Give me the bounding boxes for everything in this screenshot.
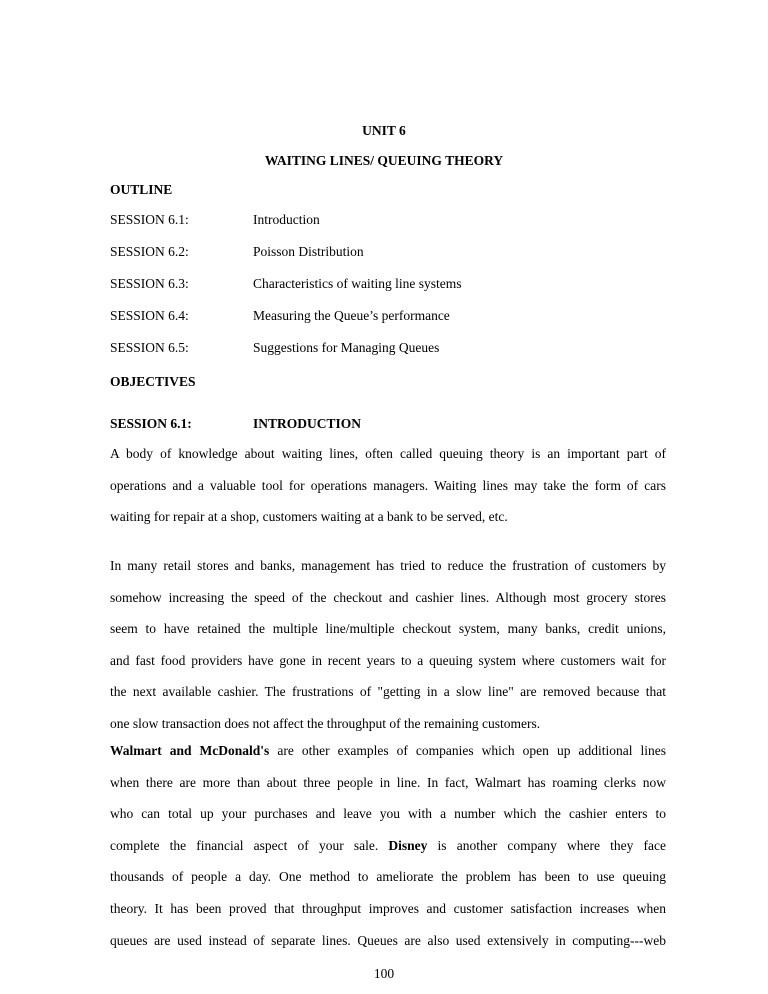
text: are other examples of companies which open up additional lines — [269, 743, 666, 758]
bold-company: Disney — [388, 837, 428, 853]
outline-heading: OUTLINE — [110, 182, 173, 197]
outline-topic: Suggestions for Managing Queues — [253, 340, 440, 355]
outline-topic: Poisson Distribution — [253, 244, 364, 259]
text-line: theory. It has been proved that throughput improves and customer satisfaction increases when — [110, 900, 666, 916]
text-line: A body of knowledge about waiting lines, often called queuing theory is an important part of — [110, 446, 666, 461]
text-line: when there are more than about three people in line. In fact, Walmart has roaming clerks now — [110, 774, 666, 790]
text-line: who can total up your purchases and leave you with a number which the cashier enters to — [110, 806, 666, 822]
text-line: thousands of people a day. One method to ameliorate the problem has been to use queuing — [110, 869, 666, 885]
paragraph-2 — [110, 550, 666, 740]
text: is another company where they face — [427, 837, 666, 853]
paragraph-3 — [110, 735, 666, 956]
objectives-heading: OBJECTIVES — [110, 374, 196, 389]
section-title: INTRODUCTION — [253, 416, 362, 431]
text-line: and fast food providers have gone in recent years to a queuing system where customers wait for — [110, 652, 666, 668]
text-line — [110, 830, 666, 862]
unit-title: WAITING LINES/ QUEUING THEORY — [264, 153, 504, 168]
outline-session: SESSION 6.1: — [110, 212, 189, 227]
outline-session: SESSION 6.5: — [110, 340, 189, 355]
outline-session: SESSION 6.4: — [110, 308, 189, 323]
text-line: queues are used instead of separate lines. Queues are also used extensively in computing---web — [110, 932, 666, 948]
outline-session: SESSION 6.3: — [110, 276, 189, 291]
outline-topic: Characteristics of waiting line systems — [253, 276, 462, 291]
text-line: In many retail stores and banks, management has tried to reduce the frustration of customers by — [110, 558, 666, 573]
unit-heading: UNIT 6 — [362, 123, 406, 138]
text-line: waiting for repair at a shop, customers waiting at a bank to be served, etc. — [110, 509, 508, 525]
text-line: the next available cashier. The frustrations of "getting in a slow line" are removed because that — [110, 684, 666, 700]
paragraph-1 — [110, 438, 666, 533]
section-number: SESSION 6.1: — [110, 416, 192, 431]
text: complete the financial aspect of your sale. — [110, 837, 389, 853]
text-line: somehow increasing the speed of the checkout and cashier lines. Although most grocery stores — [110, 589, 666, 605]
outline-session: SESSION 6.2: — [110, 244, 189, 259]
text-line: seem to have retained the multiple line/multiple checkout system, many banks, credit unions, — [110, 621, 666, 637]
text-line: one slow transaction does not affect the throughput of the remaining customers. — [110, 715, 541, 731]
bold-company: Walmart and McDonald's — [110, 743, 270, 758]
page-number: 100 — [373, 966, 395, 981]
outline-topic: Measuring the Queue’s performance — [253, 308, 450, 323]
text-line: operations and a valuable tool for operations managers. Waiting lines may take the form of cars — [110, 477, 666, 493]
outline-topic: Introduction — [253, 212, 320, 227]
text-line — [110, 735, 666, 767]
